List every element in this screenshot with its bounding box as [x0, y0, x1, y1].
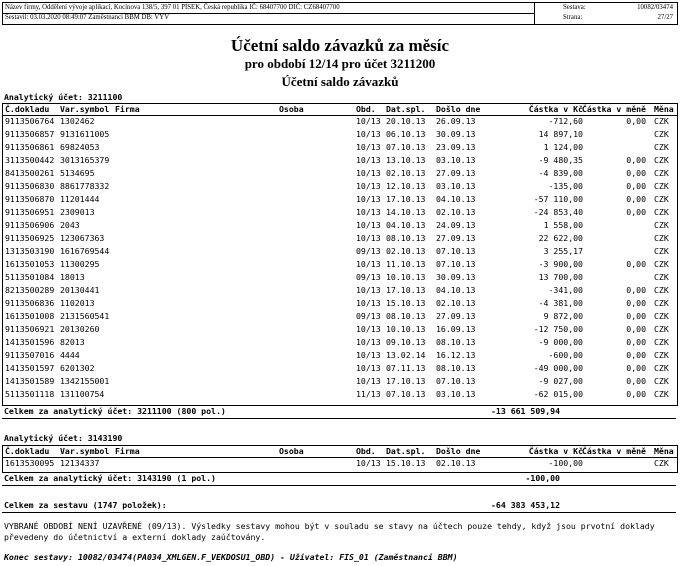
- column-header-firma: Firma: [115, 104, 140, 114]
- cell-mene: 0,00: [626, 181, 646, 191]
- cell-dat: 08.10.13: [386, 311, 426, 321]
- cell-mena: CZK: [654, 233, 669, 243]
- cell-var: 1342155001: [60, 376, 110, 386]
- table-row: [3, 298, 677, 309]
- cell-dokl: 5113501118: [5, 389, 55, 399]
- cell-mena: CZK: [654, 458, 669, 468]
- cell-mene: 0,00: [626, 194, 646, 204]
- cell-dat: 14.10.13: [386, 207, 426, 217]
- cell-mena: CZK: [654, 376, 669, 386]
- strana-value: 27/27: [657, 14, 673, 21]
- grand-total-rule: [2, 512, 676, 513]
- cell-dokl: 1413501597: [5, 363, 55, 373]
- column-header-var: Var.symbol: [60, 446, 110, 456]
- cell-kc: 14 897,10: [538, 129, 583, 139]
- cell-doslo: 23.09.13: [436, 142, 476, 152]
- column-header-mena: Měna: [654, 446, 674, 456]
- cell-var: 9131611005: [60, 129, 110, 139]
- cell-doslo: 03.10.13: [436, 155, 476, 165]
- sestava-value: 10082/03474: [637, 4, 673, 11]
- column-header-kc: Částka v Kč: [528, 446, 583, 456]
- cell-mena: CZK: [654, 272, 669, 282]
- cell-dokl: 5113501084: [5, 272, 55, 282]
- column-header-mene: Částka v měně: [581, 446, 646, 456]
- table-row: [3, 194, 677, 205]
- cell-mene: 0,00: [626, 363, 646, 373]
- cell-var: 6201302: [60, 363, 95, 373]
- cell-kc: -600,00: [548, 350, 583, 360]
- cell-mena: CZK: [654, 311, 669, 321]
- cell-obd: 10/13: [356, 363, 381, 373]
- strana-label: Strana:: [563, 14, 583, 21]
- table-row: [3, 246, 677, 257]
- cell-obd: 10/13: [356, 142, 381, 152]
- cell-dokl: 3113500442: [5, 155, 55, 165]
- cell-kc: -9 027,00: [538, 376, 583, 386]
- cell-obd: 10/13: [356, 116, 381, 126]
- cell-var: 18013: [60, 272, 85, 282]
- cell-dat: 17.10.13: [386, 285, 426, 295]
- cell-doslo: 07.10.13: [436, 376, 476, 386]
- cell-dokl: 1413501596: [5, 337, 55, 347]
- cell-doslo: 04.10.13: [436, 285, 476, 295]
- cell-var: 1302462: [60, 116, 95, 126]
- section1-label: Analytický účet: 3211100: [4, 92, 123, 102]
- section1-table: [2, 103, 678, 406]
- table-row: [3, 363, 677, 374]
- table-row: [3, 168, 677, 179]
- cell-mena: CZK: [654, 142, 669, 152]
- section2-total-label: Celkem za analytický účet: 3143190 (1 pol.): [4, 473, 216, 483]
- cell-var: 123067363: [60, 233, 105, 243]
- cell-mena: CZK: [654, 129, 669, 139]
- section2-total-rule: [2, 485, 676, 486]
- cell-dat: 15.10.13: [386, 298, 426, 308]
- cell-var: 8861778332: [60, 181, 110, 191]
- cell-obd: 10/13: [356, 376, 381, 386]
- cell-dokl: 9113507016: [5, 350, 55, 360]
- cell-kc: -12 750,00: [533, 324, 583, 334]
- section2-label: Analytický účet: 3143190: [4, 433, 123, 443]
- sestava-label: Sestava:: [563, 4, 586, 11]
- column-header-obd: Obd.: [356, 446, 376, 456]
- cell-obd: 10/13: [356, 220, 381, 230]
- column-header-doslo: Došlo dne: [436, 446, 481, 456]
- cell-mena: CZK: [654, 116, 669, 126]
- cell-obd: 10/13: [356, 194, 381, 204]
- cell-mene: 0,00: [626, 155, 646, 165]
- report-subtitle: pro období 12/14 pro účet 3211200: [244, 56, 436, 71]
- compiled-line: Sestavil: 03.03.2020 08:49:07 Zaměstnanci BBM DB: VYV: [5, 14, 170, 21]
- cell-obd: 10/13: [356, 155, 381, 165]
- cell-obd: 10/13: [356, 298, 381, 308]
- cell-dat: 07.10.13: [386, 389, 426, 399]
- cell-dokl: 9113506925: [5, 233, 55, 243]
- cell-kc: -100,00: [548, 458, 583, 468]
- cell-dat: 13.10.13: [386, 155, 426, 165]
- cell-doslo: 27.09.13: [436, 168, 476, 178]
- report-end-line: Konec sestavy: 10082/03474(PA034_XMLGEN.F_VEKDOSU1_OBD) - Uživatel: FIS_01 (Zaměstnanci BBM): [4, 552, 458, 562]
- table-row: [3, 311, 677, 322]
- grand-total-value: -64 383 453,12: [490, 500, 560, 510]
- cell-obd: 10/13: [356, 337, 381, 347]
- cell-kc: 13 700,00: [538, 272, 583, 282]
- cell-kc: -3 900,00: [538, 259, 583, 269]
- cell-doslo: 24.09.13: [436, 220, 476, 230]
- cell-mena: CZK: [654, 389, 669, 399]
- cell-var: 20130441: [60, 285, 100, 295]
- cell-var: 12134337: [60, 458, 100, 468]
- cell-obd: 10/13: [356, 285, 381, 295]
- company-line: Název firmy, Oddělení vývoje aplikací, Kocínova 138/5, 397 01 PÍSEK, Česká republika IČ: 68407700 DIČ: CZ68407700: [5, 4, 340, 11]
- table-row: [3, 389, 677, 400]
- column-header-mena: Měna: [654, 104, 674, 114]
- cell-doslo: 16.12.13: [436, 350, 476, 360]
- cell-obd: 10/13: [356, 181, 381, 191]
- section1-total-rule: [2, 418, 676, 419]
- cell-obd: 10/13: [356, 129, 381, 139]
- cell-dat: 08.10.13: [386, 233, 426, 243]
- cell-kc: -62 015,00: [533, 389, 583, 399]
- cell-dokl: 9113506861: [5, 142, 55, 152]
- cell-var: 3013165379: [60, 155, 110, 165]
- table-row: [3, 350, 677, 361]
- cell-dokl: 1413501589: [5, 376, 55, 386]
- section2-total: [2, 473, 676, 484]
- cell-kc: -341,00: [548, 285, 583, 295]
- column-header-obd: Obd.: [356, 104, 376, 114]
- cell-dat: 02.10.13: [386, 168, 426, 178]
- cell-mene: 0,00: [626, 311, 646, 321]
- cell-mene: 0,00: [626, 324, 646, 334]
- cell-mena: CZK: [654, 337, 669, 347]
- cell-kc: -49 000,00: [533, 363, 583, 373]
- grand-total-label: Celkem za sestavu (1747 položek):: [4, 500, 167, 510]
- cell-doslo: 07.10.13: [436, 259, 476, 269]
- section1-total-label: Celkem za analytický účet: 3211100 (800 pol.): [4, 406, 226, 416]
- table-row: [3, 233, 677, 244]
- cell-dat: 17.10.13: [386, 194, 426, 204]
- cell-kc: -712,60: [548, 116, 583, 126]
- table-row: [3, 458, 677, 469]
- cell-dokl: 9113506870: [5, 194, 55, 204]
- table-row: [3, 285, 677, 296]
- section2-table: [2, 445, 678, 473]
- cell-dat: 10.10.13: [386, 324, 426, 334]
- cell-dat: 07.11.13: [386, 363, 426, 373]
- cell-dat: 04.10.13: [386, 220, 426, 230]
- cell-mene: 0,00: [626, 168, 646, 178]
- cell-dat: 07.10.13: [386, 142, 426, 152]
- cell-kc: -135,00: [548, 181, 583, 191]
- cell-kc: 22 622,00: [538, 233, 583, 243]
- cell-var: 5134695: [60, 168, 95, 178]
- cell-dat: 09.10.13: [386, 337, 426, 347]
- cell-obd: 10/13: [356, 233, 381, 243]
- section1-total: [2, 406, 676, 417]
- cell-obd: 09/13: [356, 272, 381, 282]
- cell-dokl: 8413500261: [5, 168, 55, 178]
- cell-kc: 3 255,17: [543, 246, 583, 256]
- cell-dat: 17.10.13: [386, 376, 426, 386]
- column-header-var: Var.symbol: [60, 104, 110, 114]
- page-header: [2, 2, 678, 25]
- cell-obd: 10/13: [356, 259, 381, 269]
- cell-dat: 15.10.13: [386, 458, 426, 468]
- cell-obd: 10/13: [356, 207, 381, 217]
- cell-var: 1102013: [60, 298, 95, 308]
- note-line-1: VYBRANÉ OBDOBÍ NENÍ UZAVŘENÉ (09/13). Výsledky sestavy mohou být v souladu se stavy na účtech pouze tehdy, když jsou prvotní doklady: [4, 521, 655, 531]
- cell-obd: 10/13: [356, 324, 381, 334]
- cell-dokl: 1613501053: [5, 259, 55, 269]
- column-header-osoba: Osoba: [279, 104, 304, 114]
- column-header-doslo: Došlo dne: [436, 104, 481, 114]
- cell-doslo: 04.10.13: [436, 194, 476, 204]
- cell-var: 131100754: [60, 389, 105, 399]
- cell-obd: 11/13: [356, 389, 381, 399]
- table-row: [3, 116, 677, 127]
- cell-mene: 0,00: [626, 350, 646, 360]
- cell-kc: -4 381,00: [538, 298, 583, 308]
- column-header-dokl: Č.dokladu: [5, 104, 50, 114]
- table-row: [3, 272, 677, 283]
- cell-var: 11201444: [60, 194, 100, 204]
- column-header-dat: Dat.spl.: [386, 104, 426, 114]
- cell-doslo: 03.10.13: [436, 389, 476, 399]
- cell-obd: 10/13: [356, 350, 381, 360]
- cell-dat: 11.10.13: [386, 259, 426, 269]
- cell-mene: 0,00: [626, 116, 646, 126]
- cell-mene: 0,00: [626, 259, 646, 269]
- column-header-dokl: Č.dokladu: [5, 446, 50, 456]
- cell-var: 2043: [60, 220, 80, 230]
- cell-mene: 0,00: [626, 298, 646, 308]
- cell-dokl: 9113506921: [5, 324, 55, 334]
- cell-dokl: 9113506764: [5, 116, 55, 126]
- cell-dokl: 9113506951: [5, 207, 55, 217]
- report-title: Účetní saldo závazků za měsíc: [230, 36, 450, 55]
- cell-doslo: 08.10.13: [436, 337, 476, 347]
- table-row: [3, 129, 677, 140]
- cell-var: 1616769544: [60, 246, 110, 256]
- table-row: [3, 181, 677, 192]
- cell-dokl: 8213500289: [5, 285, 55, 295]
- cell-kc: 1 558,00: [543, 220, 583, 230]
- table-row: [3, 142, 677, 153]
- table-header-row: [3, 104, 677, 116]
- cell-doslo: 07.10.13: [436, 246, 476, 256]
- cell-dat: 02.10.13: [386, 246, 426, 256]
- cell-var: 69824053: [60, 142, 100, 152]
- cell-var: 4444: [60, 350, 80, 360]
- cell-dokl: 9113506836: [5, 298, 55, 308]
- cell-dat: 06.10.13: [386, 129, 426, 139]
- cell-mene: 0,00: [626, 389, 646, 399]
- cell-doslo: 26.09.13: [436, 116, 476, 126]
- cell-mena: CZK: [654, 155, 669, 165]
- cell-mena: CZK: [654, 363, 669, 373]
- cell-var: 20130260: [60, 324, 100, 334]
- cell-mene: 0,00: [626, 376, 646, 386]
- cell-mena: CZK: [654, 181, 669, 191]
- cell-doslo: 27.09.13: [436, 311, 476, 321]
- note-line-2: převedeny do účetnictví a externí doklady zaúčtovány.: [4, 532, 266, 542]
- table-row: [3, 337, 677, 348]
- cell-obd: 10/13: [356, 168, 381, 178]
- cell-doslo: 30.09.13: [436, 129, 476, 139]
- column-header-dat: Dat.spl.: [386, 446, 426, 456]
- cell-dat: 12.10.13: [386, 181, 426, 191]
- table-row: [3, 376, 677, 387]
- cell-mena: CZK: [654, 207, 669, 217]
- cell-mena: CZK: [654, 298, 669, 308]
- cell-obd: 10/13: [356, 458, 381, 468]
- cell-mena: CZK: [654, 350, 669, 360]
- cell-kc: -9 000,00: [538, 337, 583, 347]
- report-subtitle-2: Účetní saldo závazků: [281, 74, 399, 89]
- cell-dat: 13.02.14: [386, 350, 426, 360]
- table-row: [3, 220, 677, 231]
- table-row: [3, 259, 677, 270]
- table-header-row: [3, 446, 677, 458]
- cell-dokl: 1613501008: [5, 311, 55, 321]
- cell-dokl: 9113506857: [5, 129, 55, 139]
- cell-doslo: 03.10.13: [436, 181, 476, 191]
- cell-obd: 09/13: [356, 311, 381, 321]
- cell-doslo: 30.09.13: [436, 272, 476, 282]
- cell-doslo: 02.10.13: [436, 458, 476, 468]
- cell-dokl: 9113506830: [5, 181, 55, 191]
- cell-var: 2309013: [60, 207, 95, 217]
- cell-mene: 0,00: [626, 207, 646, 217]
- column-header-osoba: Osoba: [279, 446, 304, 456]
- cell-doslo: 02.10.13: [436, 298, 476, 308]
- cell-dokl: 9113506906: [5, 220, 55, 230]
- column-header-firma: Firma: [115, 446, 140, 456]
- cell-doslo: 16.09.13: [436, 324, 476, 334]
- cell-var: 11300295: [60, 259, 100, 269]
- section1-total-value: -13 661 509,94: [490, 406, 560, 416]
- table-row: [3, 155, 677, 166]
- cell-var: 2131560541: [60, 311, 110, 321]
- header-vertical-divider: [534, 3, 535, 24]
- table-row: [3, 207, 677, 218]
- cell-mena: CZK: [654, 220, 669, 230]
- cell-dat: 10.10.13: [386, 272, 426, 282]
- column-header-mene: Částka v měně: [581, 104, 646, 114]
- cell-mena: CZK: [654, 168, 669, 178]
- cell-doslo: 08.10.13: [436, 363, 476, 373]
- table-row: [3, 324, 677, 335]
- cell-obd: 09/13: [356, 246, 381, 256]
- cell-mene: 0,00: [626, 285, 646, 295]
- cell-kc: 9 872,00: [543, 311, 583, 321]
- cell-mena: CZK: [654, 246, 669, 256]
- cell-mene: 0,00: [626, 337, 646, 347]
- cell-kc: -4 839,00: [538, 168, 583, 178]
- cell-var: 82013: [60, 337, 85, 347]
- cell-kc: -9 480,35: [538, 155, 583, 165]
- column-header-kc: Částka v Kč: [528, 104, 583, 114]
- section2-total-value: -100,00: [525, 473, 560, 483]
- cell-mena: CZK: [654, 324, 669, 334]
- cell-mena: CZK: [654, 285, 669, 295]
- cell-kc: -24 853,40: [533, 207, 583, 217]
- cell-kc: 1 124,00: [543, 142, 583, 152]
- cell-dokl: 1313503190: [5, 246, 55, 256]
- cell-dat: 20.10.13: [386, 116, 426, 126]
- cell-mena: CZK: [654, 194, 669, 204]
- cell-dokl: 1613530095: [5, 458, 55, 468]
- grand-total: [2, 500, 676, 511]
- cell-kc: -57 110,00: [533, 194, 583, 204]
- cell-doslo: 02.10.13: [436, 207, 476, 217]
- cell-mena: CZK: [654, 259, 669, 269]
- cell-doslo: 27.09.13: [436, 233, 476, 243]
